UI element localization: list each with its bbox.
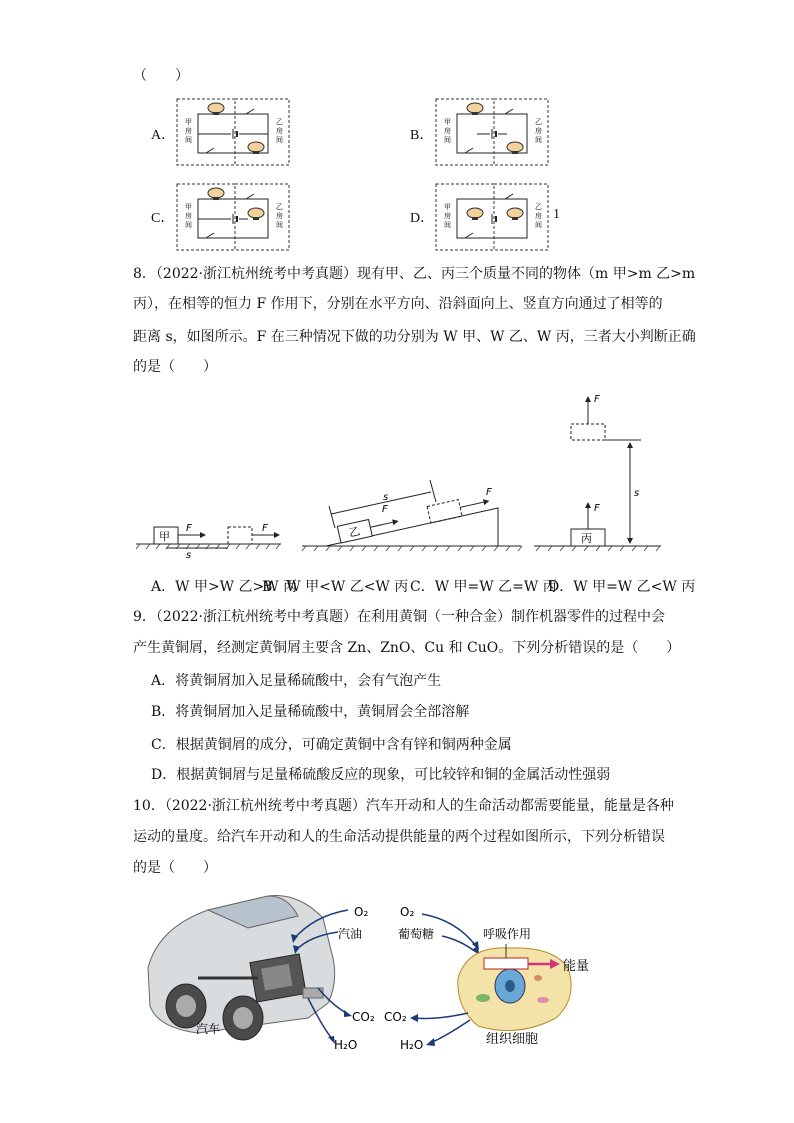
- q8-option-c: C．W 甲=W 乙=W 丙: [410, 579, 557, 595]
- circuit-diagram-c: [176, 183, 290, 251]
- q9-option-d: D．根据黄铜屑与足量稀硫酸反应的现象，可比较锌和铜的金属活动性强弱: [151, 767, 611, 783]
- q7-option-d-trailing: 1: [553, 207, 560, 222]
- svg-text:房: 房: [535, 127, 542, 135]
- circuit-diagram-d: [435, 183, 549, 251]
- fig-force-5: F: [594, 503, 600, 514]
- q8-option-d: D．W 甲=W 乙<W 丙: [548, 579, 696, 595]
- fig-force-1: F: [186, 523, 192, 534]
- svg-text:房: 房: [185, 212, 192, 220]
- svg-text:间: 间: [535, 136, 542, 144]
- fig-force-6: F: [594, 394, 600, 405]
- svg-text:房: 房: [185, 127, 192, 135]
- circuit-diagram-a: [176, 98, 290, 166]
- q7-option-c-label: C．: [151, 211, 175, 226]
- label-h2o-left: H₂O: [334, 1038, 358, 1052]
- q8-force-figure: [136, 388, 661, 563]
- svg-text:间: 间: [276, 136, 283, 144]
- svg-text:房: 房: [444, 127, 451, 135]
- label-glucose: 葡萄糖: [398, 927, 435, 941]
- fig-box-yi: 乙: [347, 524, 362, 540]
- svg-text:间: 间: [535, 221, 542, 229]
- q8-option-b: B．W 甲<W 乙<W 丙: [262, 579, 409, 595]
- car-illustration: [148, 895, 335, 1040]
- svg-text:乙: 乙: [276, 203, 283, 211]
- fig-box-jia: 甲: [159, 530, 170, 543]
- q8-option-a: A．W 甲>W 乙>W 丙: [151, 579, 298, 595]
- svg-text:间: 间: [185, 136, 192, 144]
- label-o2-left: O₂: [354, 905, 369, 919]
- svg-text:乙: 乙: [276, 118, 283, 126]
- svg-text:间: 间: [444, 136, 451, 144]
- q10-stem-line-2: 运动的量度。给汽车开动和人的生命活动提供能量的两个过程如图所示，下列分析错误: [133, 829, 665, 845]
- svg-text:乙: 乙: [535, 118, 542, 126]
- svg-text:甲: 甲: [185, 118, 192, 126]
- svg-text:甲: 甲: [444, 118, 451, 126]
- q9-option-b: B．将黄铜屑加入足量稀硫酸中，黄铜屑会全部溶解: [151, 704, 470, 720]
- fig-dist-2: s: [383, 492, 389, 503]
- fig-force-3: F: [382, 504, 388, 515]
- svg-text:房: 房: [276, 212, 283, 220]
- fig-force-2: F: [262, 523, 268, 534]
- svg-text:乙: 乙: [535, 203, 542, 211]
- fig-dist-3: s: [634, 488, 640, 499]
- label-gasoline: 汽油: [338, 927, 363, 941]
- label-respiration: 呼吸作用: [483, 927, 532, 941]
- q7-option-a-label: A．: [151, 128, 176, 143]
- q7-option-b-label: B．: [410, 128, 434, 143]
- q10-stem-line-1: 10．（2022·浙江杭州统考中考真题）汽车开动和人的生命活动都需要能量，能量是各种: [133, 798, 674, 814]
- q10-stem-line-3: 的是（ ）: [133, 860, 217, 876]
- svg-text:甲: 甲: [444, 203, 451, 211]
- tissue-cell-illustration: [458, 944, 571, 1031]
- q7-option-d-label: D．: [410, 211, 435, 226]
- svg-text:房: 房: [535, 212, 542, 220]
- fig-box-bing: 丙: [581, 532, 592, 545]
- q8-stem-line-2: 丙），在相等的恒力 F 作用下，分别在水平方向、沿斜面向上、竖直方向通过了相等的: [133, 296, 663, 312]
- q9-option-c: C．根据黄铜屑的成分，可确定黄铜中含有锌和铜两种金属: [151, 737, 512, 753]
- q8-stem-line-3: 距离 s，如图所示。F 在三种情况下做的功分别为 W 甲、W 乙、W 丙，三者大小判断正确: [133, 329, 696, 345]
- svg-text:房: 房: [444, 212, 451, 220]
- label-co2-right: CO₂: [384, 1010, 407, 1024]
- fig-force-4: F: [486, 487, 492, 498]
- q8-stem-line-1: 8．（2022·浙江杭州统考中考真题）现有甲、乙、丙三个质量不同的物体（m 甲>m 乙>m: [133, 266, 696, 282]
- q9-stem-line-1: 9．（2022·浙江杭州统考中考真题）在利用黄铜（一种合金）制作机器零件的过程中会: [133, 609, 665, 625]
- svg-text:甲: 甲: [185, 203, 192, 211]
- label-co2-left: CO₂: [352, 1010, 375, 1024]
- q10-energy-figure: [138, 888, 608, 1060]
- q9-stem-line-2: 产生黄铜屑，经测定黄铜屑主要含 Zn、ZnO、Cu 和 CuO。下列分析错误的是（ ）: [133, 640, 681, 656]
- label-h2o-right: H₂O: [400, 1038, 424, 1052]
- car-label: 汽车: [196, 1022, 221, 1036]
- label-tissue-cell: 组织细胞: [486, 1032, 539, 1047]
- svg-text:间: 间: [276, 221, 283, 229]
- circuit-diagram-b: [435, 98, 549, 166]
- svg-text:间: 间: [444, 221, 451, 229]
- q9-option-a: A．将黄铜屑加入足量稀硫酸中，会有气泡产生: [151, 673, 442, 689]
- svg-text:间: 间: [185, 221, 192, 229]
- svg-text:房: 房: [276, 127, 283, 135]
- fig-dist-1: s: [186, 550, 192, 561]
- label-o2-right: O₂: [400, 905, 415, 919]
- label-energy: 能量: [563, 959, 590, 974]
- q7-answer-blank: （ ）: [133, 68, 189, 84]
- q8-stem-line-4: 的是（ ）: [133, 359, 217, 375]
